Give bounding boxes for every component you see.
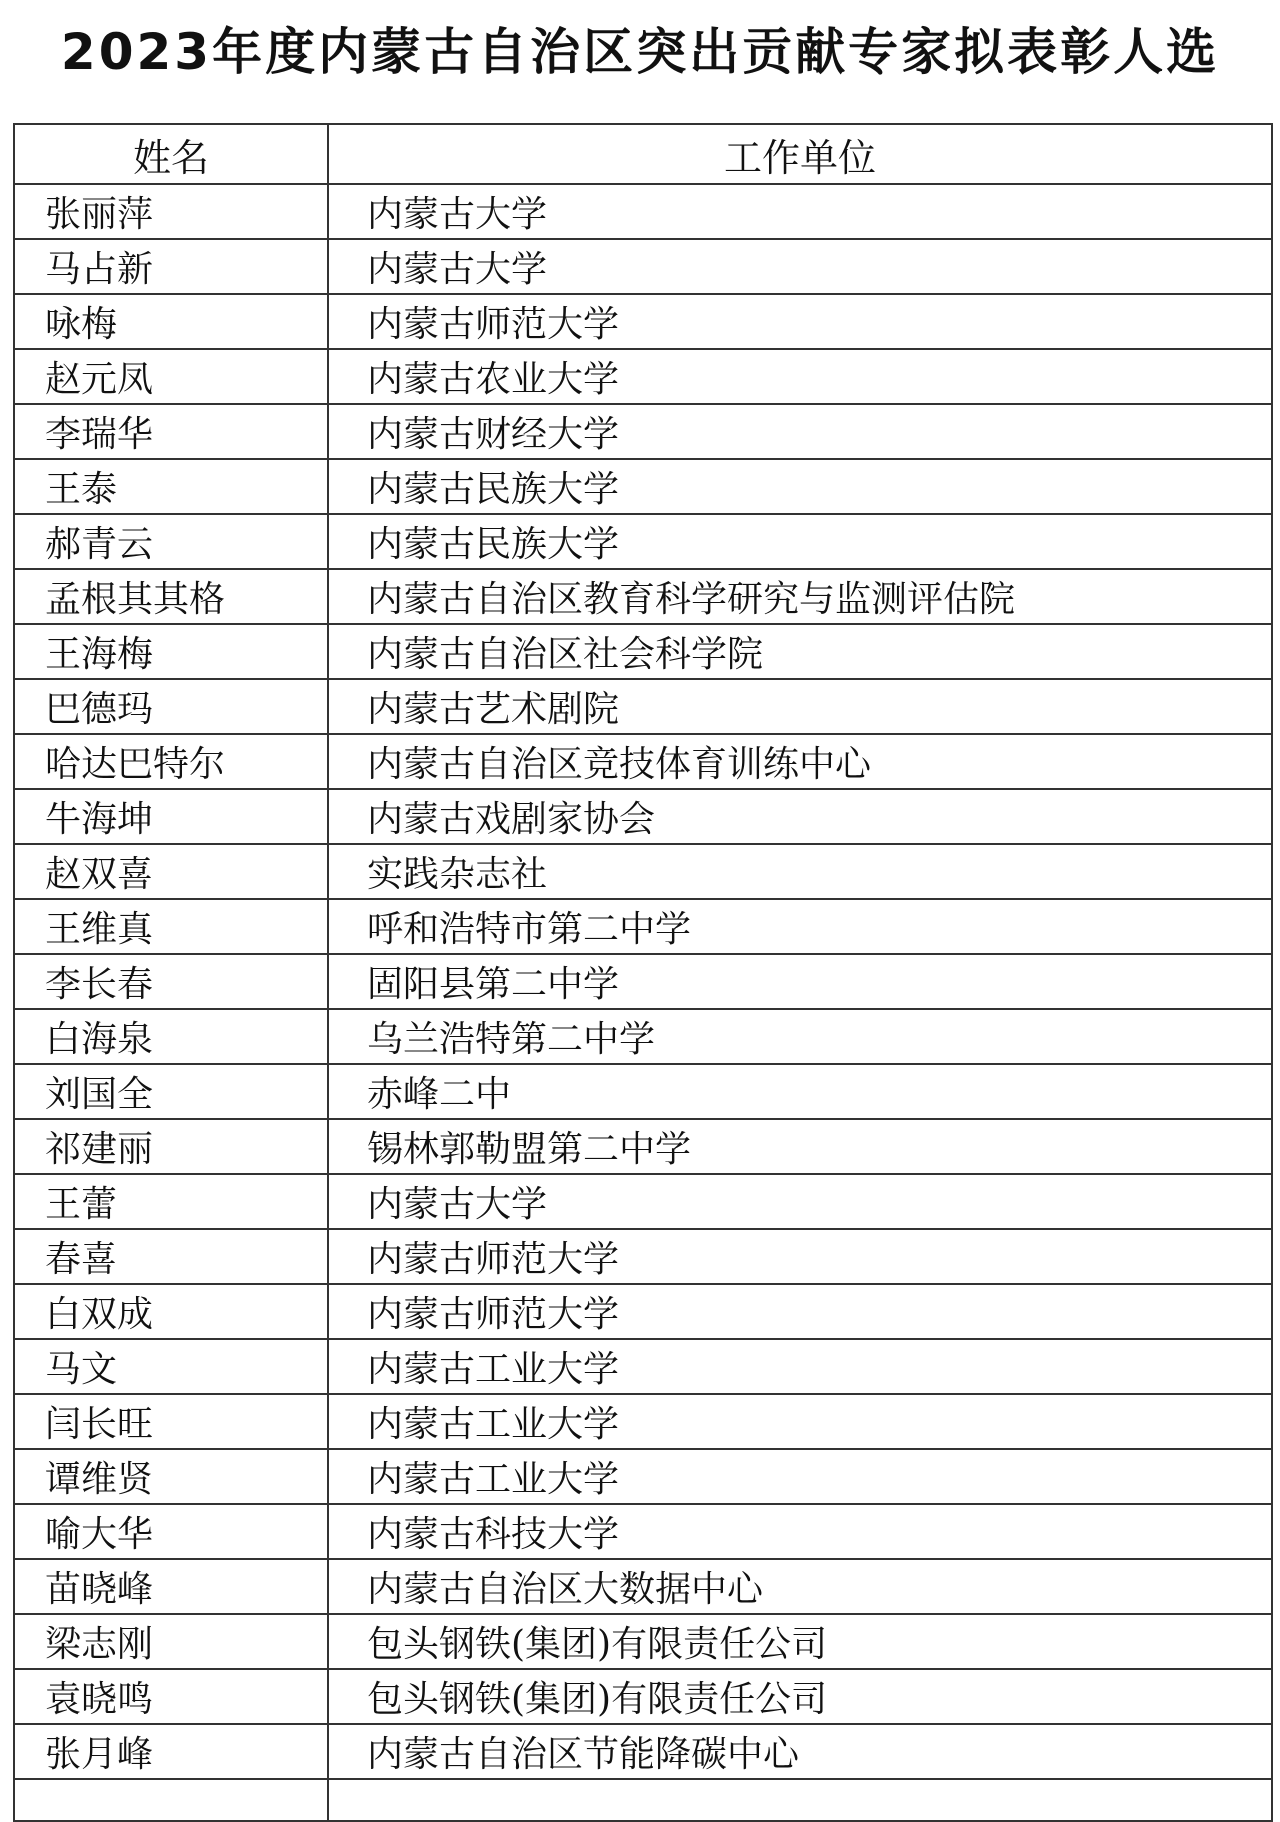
unit-cell: 内蒙古大学 — [328, 1174, 1272, 1229]
table-row — [14, 899, 1272, 954]
unit-cell: 包头钢铁(集团)有限责任公司 — [328, 1614, 1272, 1669]
name-cell: 李瑞华 — [14, 404, 328, 459]
unit-cell: 内蒙古大学 — [328, 239, 1272, 294]
table-row — [14, 459, 1272, 514]
name-cell: 张丽萍 — [14, 184, 328, 239]
table-row — [14, 1174, 1272, 1229]
name-cell: 牛海坤 — [14, 789, 328, 844]
name-cell: 哈达巴特尔 — [14, 734, 328, 789]
name-cell: 祁建丽 — [14, 1119, 328, 1174]
unit-cell: 内蒙古自治区节能降碳中心 — [328, 1724, 1272, 1779]
name-cell: 刘国全 — [14, 1064, 328, 1119]
unit-cell: 实践杂志社 — [328, 844, 1272, 899]
name-cell: 孟根其其格 — [14, 569, 328, 624]
unit-cell: 内蒙古财经大学 — [328, 404, 1272, 459]
name-cell: 春喜 — [14, 1229, 328, 1284]
table-row — [14, 1669, 1272, 1724]
table-row — [14, 569, 1272, 624]
table-row — [14, 954, 1272, 1009]
name-cell: 白双成 — [14, 1284, 328, 1339]
unit-cell: 乌兰浩特第二中学 — [328, 1009, 1272, 1064]
unit-cell: 内蒙古师范大学 — [328, 1284, 1272, 1339]
table-row — [14, 624, 1272, 679]
table-row — [14, 1504, 1272, 1559]
name-cell: 咏梅 — [14, 294, 328, 349]
unit-cell: 内蒙古大学 — [328, 184, 1272, 239]
table-row — [14, 679, 1272, 734]
unit-cell: 赤峰二中 — [328, 1064, 1272, 1119]
table-row — [14, 294, 1272, 349]
table-row — [14, 1284, 1272, 1339]
table-row — [14, 789, 1272, 844]
name-cell: 巴德玛 — [14, 679, 328, 734]
name-cell: 马文 — [14, 1339, 328, 1394]
unit-cell: 内蒙古工业大学 — [328, 1339, 1272, 1394]
table-row-cut-off — [14, 1779, 1272, 1821]
name-cell: 王泰 — [14, 459, 328, 514]
name-cell: 马占新 — [14, 239, 328, 294]
unit-cell: 内蒙古自治区大数据中心 — [328, 1559, 1272, 1614]
unit-cell: 包头钢铁(集团)有限责任公司 — [328, 1669, 1272, 1724]
name-cell: 王蕾 — [14, 1174, 328, 1229]
unit-cell: 内蒙古自治区教育科学研究与监测评估院 — [328, 569, 1272, 624]
table-row — [14, 1009, 1272, 1064]
table-row — [14, 1064, 1272, 1119]
table-row — [14, 349, 1272, 404]
unit-cell: 内蒙古工业大学 — [328, 1394, 1272, 1449]
unit-cell: 锡林郭勒盟第二中学 — [328, 1119, 1272, 1174]
table-row — [14, 184, 1272, 239]
name-cell: 白海泉 — [14, 1009, 328, 1064]
name-cell: 闫长旺 — [14, 1394, 328, 1449]
unit-cell-cut-off — [328, 1779, 1272, 1821]
name-cell: 郝青云 — [14, 514, 328, 569]
table-row — [14, 1559, 1272, 1614]
name-cell: 张月峰 — [14, 1724, 328, 1779]
table-row — [14, 1394, 1272, 1449]
page-title: 2023年度内蒙古自治区突出贡献专家拟表彰人选 — [60, 23, 1220, 81]
name-cell: 袁晓鸣 — [14, 1669, 328, 1724]
awardee-table — [13, 123, 1273, 1822]
unit-cell: 内蒙古科技大学 — [328, 1504, 1272, 1559]
table-row — [14, 404, 1272, 459]
unit-cell: 内蒙古农业大学 — [328, 349, 1272, 404]
unit-cell: 内蒙古工业大学 — [328, 1449, 1272, 1504]
table-row — [14, 1229, 1272, 1284]
table-row — [14, 1339, 1272, 1394]
name-cell: 谭维贤 — [14, 1449, 328, 1504]
name-cell: 赵双喜 — [14, 844, 328, 899]
table-header-row — [14, 124, 1272, 184]
column-header-name: 姓名 — [14, 124, 328, 184]
name-cell: 赵元凤 — [14, 349, 328, 404]
name-cell: 王海梅 — [14, 624, 328, 679]
unit-cell: 内蒙古自治区社会科学院 — [328, 624, 1272, 679]
unit-cell: 内蒙古戏剧家协会 — [328, 789, 1272, 844]
table-row — [14, 1449, 1272, 1504]
name-cell: 喻大华 — [14, 1504, 328, 1559]
unit-cell: 内蒙古民族大学 — [328, 459, 1272, 514]
name-cell: 梁志刚 — [14, 1614, 328, 1669]
unit-cell: 固阳县第二中学 — [328, 954, 1272, 1009]
name-cell: 李长春 — [14, 954, 328, 1009]
table-row — [14, 514, 1272, 569]
unit-cell: 内蒙古师范大学 — [328, 294, 1272, 349]
name-cell-cut-off — [14, 1779, 328, 1821]
name-cell: 王维真 — [14, 899, 328, 954]
table-row — [14, 734, 1272, 789]
unit-cell: 内蒙古自治区竞技体育训练中心 — [328, 734, 1272, 789]
unit-cell: 内蒙古民族大学 — [328, 514, 1272, 569]
table-row — [14, 1119, 1272, 1174]
table-row — [14, 1724, 1272, 1779]
name-cell: 苗晓峰 — [14, 1559, 328, 1614]
unit-cell: 内蒙古师范大学 — [328, 1229, 1272, 1284]
unit-cell: 内蒙古艺术剧院 — [328, 679, 1272, 734]
table-row — [14, 1614, 1272, 1669]
column-header-unit: 工作单位 — [328, 124, 1272, 184]
table-row — [14, 239, 1272, 294]
unit-cell: 呼和浩特市第二中学 — [328, 899, 1272, 954]
table-row — [14, 844, 1272, 899]
